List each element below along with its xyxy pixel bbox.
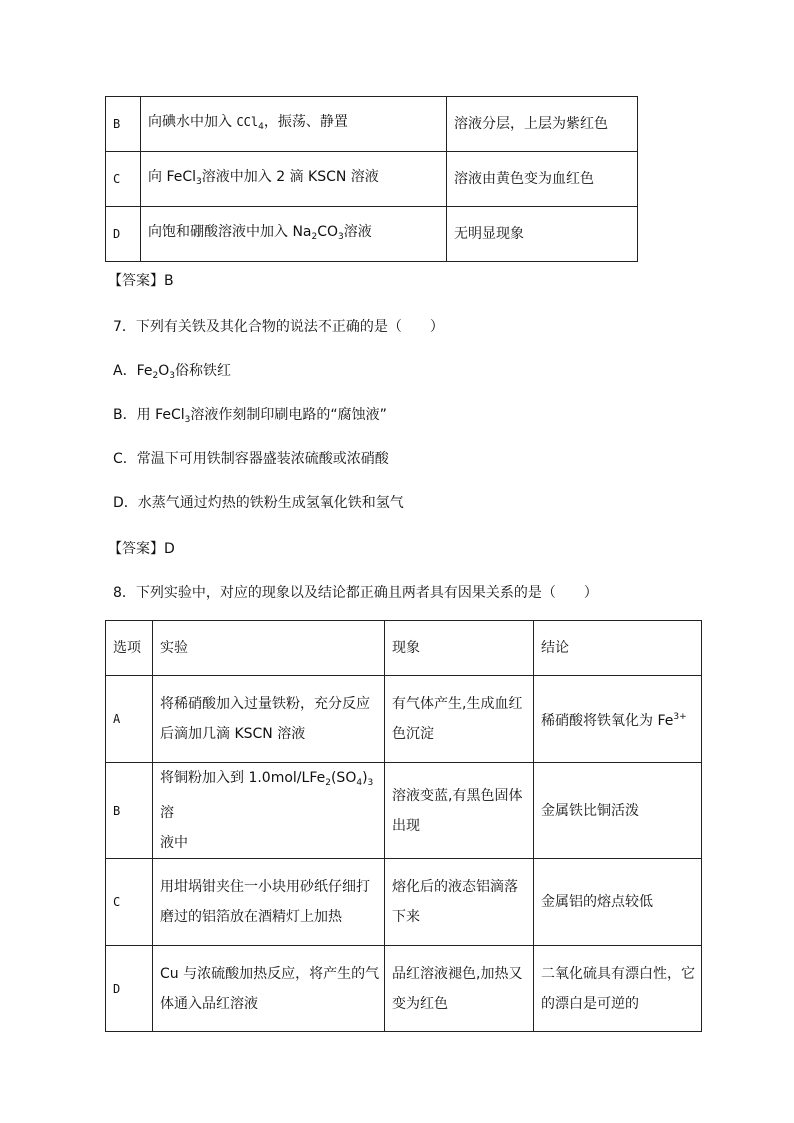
experiment-cell: 用坩埚钳夹住一小块用砂纸仔细打 磨过的铝箔放在酒精灯上加热 [153,859,385,946]
conclusion-cell: 金属铁比铜活泼 [534,763,702,859]
table-row [106,946,702,1032]
header-experiment: 实验 [153,621,385,676]
option-label: C [106,859,153,946]
option-label: D [106,207,141,262]
result-cell: 溶液由黄色变为血红色 [447,152,638,207]
question6-table [105,96,638,262]
conclusion-cell: 金属铝的熔点较低 [534,859,702,946]
table-row [106,763,702,859]
option-label: D [106,946,153,1032]
option-label: B [106,97,141,152]
table-row [106,97,638,152]
answer-7: 【答案】D [108,541,175,557]
phenomenon-cell: 熔化后的液态铝滴落 下来 [385,859,534,946]
question-7-option-b: B．用 FeCl$_3$溶液作刻制印刷电路的“腐蚀液” [113,407,387,425]
experiment-cell: 向碘水中加入 CCl$_4$，振荡、静置 [141,97,447,152]
conclusion-cell: 二氧化硫具有漂白性，它 的漂白是可逆的 [534,946,702,1032]
option-label: B [106,763,153,859]
experiment-cell: Cu 与浓硫酸加热反应，将产生的气 体通入品红溶液 [153,946,385,1032]
phenomenon-cell: 有气体产生,生成血红 色沉淀 [385,676,534,763]
result-cell: 无明显现象 [447,207,638,262]
phenomenon-cell: 品红溶液褪色,加热又 变为红色 [385,946,534,1032]
result-cell: 溶液分层，上层为紫红色 [447,97,638,152]
conclusion-cell: 稀硝酸将铁氧化为 $Fe^{3+}$ [534,676,702,763]
header-option: 选项 [106,621,153,676]
header-phenomenon: 现象 [385,621,534,676]
header-conclusion: 结论 [534,621,702,676]
option-label: C [106,152,141,207]
question8-table [105,620,702,1032]
question-7-option-d: D．水蒸气通过灼热的铁粉生成氢氧化铁和氢气 [113,495,404,511]
table-row [106,859,702,946]
answer-6: 【答案】B [108,273,174,289]
table-row [106,676,702,763]
question-8-stem: 8．下列实验中，对应的现象以及结论都正确且两者具有因果关系的是（ ） [113,585,598,601]
experiment-cell: 向饱和硼酸溶液中加入 $Na_2CO_3$溶液 [141,207,447,262]
table-row [106,207,638,262]
option-label: A [106,676,153,763]
table-row [106,152,638,207]
question-7-stem: 7．下列有关铁及其化合物的说法不正确的是（ ） [113,319,444,335]
question-7-option-a: A．$Fe_2O_3$俗称铁红 [113,363,231,381]
question-7-option-c: C．常温下可用铁制容器盛装浓硫酸或浓硝酸 [113,451,389,467]
phenomenon-cell: 溶液变蓝,有黑色固体 出现 [385,763,534,859]
experiment-cell: 向 FeCl$_3$溶液中加入 2 滴 KSCN 溶液 [141,152,447,207]
experiment-cell: 将稀硝酸加入过量铁粉，充分反应 后滴加几滴 KSCN 溶液 [153,676,385,763]
experiment-cell: 将铜粉加入到 $1.0mol/LFe_2(SO_4)_3$溶 液中 [153,763,385,859]
table-header-row [106,621,702,676]
